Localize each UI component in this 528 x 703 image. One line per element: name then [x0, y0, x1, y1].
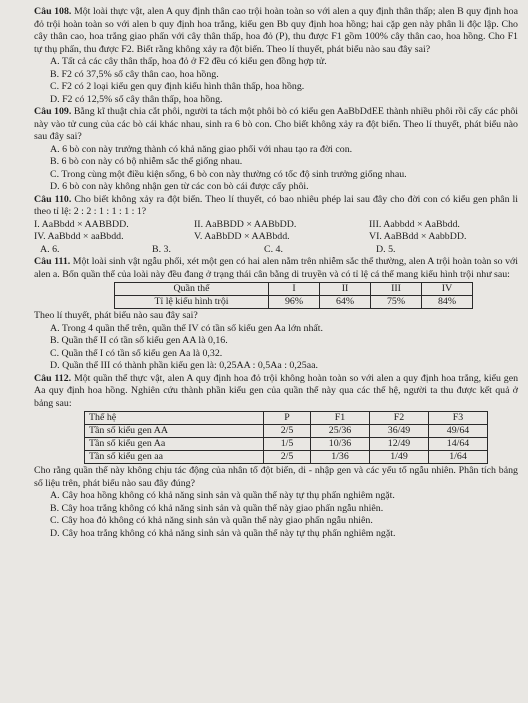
- option-d: D. 5.: [376, 243, 396, 255]
- question-label: Câu 112.: [34, 372, 72, 384]
- option-d: D. 6 bò con này không nhận gen từ các con bò cái được cấy phôi.: [50, 181, 309, 192]
- option-c: C. F2 có 2 loại kiểu gen quy định kiểu hình thân thấp, hoa hồng.: [50, 81, 305, 92]
- question-label: Câu 109.: [34, 106, 72, 117]
- question-109: [34, 106, 518, 144]
- option-a: A. Cây hoa hồng không có khả năng sinh sản và quần thể này tự thụ phấn nghiêm ngặt.: [50, 490, 395, 501]
- option-a: A. 6 bò con này trưởng thành có khả năng giao phối với nhau tạo ra đời con.: [50, 143, 353, 155]
- table-cell: Tỉ lệ kiểu hình trội: [115, 296, 269, 309]
- cross-item: VI. AaBBdd × AabbDD.: [369, 231, 467, 242]
- option-a: A. Tất cả các cây thân thấp, hoa đỏ ở F2 đều có kiểu gen đồng hợp tử.: [50, 56, 327, 67]
- option-b: B. F2 có 37,5% số cây thân cao, hoa hồng.: [50, 68, 219, 80]
- table-cell: 64%: [320, 296, 371, 309]
- cross-item: II. AaBBDD × AABbDD.: [194, 218, 297, 230]
- question-108: [34, 6, 518, 56]
- question-110: [34, 194, 518, 219]
- table-cell: 75%: [371, 296, 422, 309]
- option-c: C. Trong cùng một điều kiện sống, 6 bò con này thường có tốc độ sinh trưởng giống nhau.: [50, 168, 407, 180]
- table-cell: 2/5: [264, 451, 311, 464]
- table-cell: Tần số kiểu gen Aa: [85, 438, 264, 451]
- table-cell: 84%: [422, 296, 473, 309]
- table-row: [115, 296, 473, 309]
- option-d: D. Quần thể III có thành phần kiểu gen là: 0,25AA : 0,5Aa : 0,25aa.: [50, 360, 318, 371]
- table-cell: IV: [422, 283, 473, 296]
- table-cell: F2: [370, 412, 429, 425]
- table-cell: F3: [429, 412, 488, 425]
- crosses-row-2: [34, 231, 518, 244]
- cross-item: V. AaBbDD × AABbdd.: [194, 231, 290, 242]
- genotype-table: [84, 411, 488, 464]
- question-stem: Cho biết không xảy ra đột biến. Theo lí thuyết, có bao nhiêu phép lai sau đây cho đời con có kiểu gen phân li theo tỉ lệ: 2 : 2 : 1 : 1 : 1 : 1?: [34, 193, 518, 217]
- option-a: A. 6.: [40, 243, 60, 255]
- table-cell: 96%: [269, 296, 320, 309]
- question-label: Câu 111.: [34, 256, 71, 267]
- option-b: B. Quần thể II có tần số kiểu gen AA là 0,16.: [50, 335, 228, 346]
- option-a: A. Trong 4 quần thể trên, quần thể IV có tần số kiểu gen Aa lớn nhất.: [50, 322, 323, 334]
- table-cell: 2/5: [264, 425, 311, 438]
- option-b: B. 3.: [152, 243, 171, 255]
- table-cell: 25/36: [311, 425, 370, 438]
- population-table: [114, 282, 473, 309]
- table-cell: 36/49: [370, 425, 429, 438]
- table-cell: 1/36: [311, 451, 370, 464]
- option-c: C. Quần thể I có tần số kiểu gen Aa là 0,32.: [50, 347, 223, 359]
- crosses-row-1: [34, 219, 518, 232]
- table-header-row: [85, 412, 488, 425]
- table-cell: III: [371, 283, 422, 296]
- table-cell: Quần thể: [115, 283, 269, 296]
- question-prompt: Theo lí thuyết, phát biểu nào sau đây sai?: [34, 310, 198, 321]
- table-cell: II: [320, 283, 371, 296]
- table-cell: 14/64: [429, 438, 488, 451]
- answer-options: [34, 244, 518, 257]
- table-cell: 10/36: [311, 438, 370, 451]
- table-cell: F1: [311, 412, 370, 425]
- question-label: Câu 108.: [34, 6, 72, 17]
- option-d: D. F2 có 12,5% số cây thân thấp, hoa hồng.: [50, 93, 223, 105]
- cross-item: IV. AaBbdd × aaBbdd.: [34, 231, 124, 242]
- table-cell: 1/64: [429, 451, 488, 464]
- table-cell: I: [269, 283, 320, 296]
- option-d: D. Cây hoa trắng không có khả năng sinh sản và quần thể này tự thụ phấn nghiêm ngặt.: [50, 527, 396, 539]
- table-cell: 1/5: [264, 438, 311, 451]
- question-stem: Một loài thực vật, alen A quy định thân cao trội hoàn toàn so với alen a quy định thân thấp; alen B quy định hoa đỏ trội hoàn toàn so với alen b quy định hoa trắng, kiểu gen Bb quy định hoa hồng; hai cặp gen này phân li độc lập. Cho cây thân cao, hoa trắng giao phấn với cây thân thấp, hoa đỏ (P), thu được F1 gồm 100% cây thân cao, hoa hồng. Cho F1 tự thụ phấn, thu được F2. Biết rằng không xảy ra đột biến. Theo lí thuyết, phát biểu nào sau đây sai?: [34, 6, 518, 55]
- question-111: [34, 256, 518, 281]
- question-stem: Một quần thể thực vật, alen A quy định hoa đỏ trội không hoàn toàn so với alen a quy định hoa trắng, kiểu gen Aa quy định hoa hồng. Nghiên cứu thành phần kiểu gen của quần thể này qua các thế hệ, người ta thu được kết quả ở bảng sau:: [34, 372, 519, 409]
- option-b: B. 6 bò con này có bộ nhiễm sắc thể giống nhau.: [50, 156, 243, 167]
- table-header-row: [115, 283, 473, 296]
- question-stem: Một loài sinh vật ngẫu phối, xét một gen có hai alen nằm trên nhiễm sắc thể thường, alen A trội hoàn toàn so với alen a. Bốn quần thể của loài này đều đang ở trạng thái cân bằng di truyền và có tỉ lệ cá thể mang kiểu hình trội như sau:: [34, 256, 518, 280]
- cross-item: III. Aabbdd × AaBbdd.: [369, 218, 460, 230]
- table-cell: P: [264, 412, 311, 425]
- table-cell: Tần số kiểu gen aa: [85, 451, 264, 464]
- table-cell: 49/64: [429, 425, 488, 438]
- table-cell: 12/49: [370, 438, 429, 451]
- option-c: C. 4.: [264, 243, 283, 255]
- table-row: [85, 425, 488, 438]
- table-row: [85, 451, 488, 464]
- question-stem: Bằng kĩ thuật chia cắt phôi, người ta tách một phôi bò có kiểu gen AaBbDdEE thành nhiều phôi rồi cấy các phôi này vào tử cung của các bò cái khác nhau, sinh ra 6 bò con. Cho biết không xảy ra đột biến. Theo lí thuyết, phát biểu nào sau đây sai?: [34, 106, 519, 142]
- option-c: C. Cây hoa đỏ không có khả năng sinh sản và quần thể này giao phấn ngẫu nhiên.: [50, 515, 373, 526]
- question-112: [34, 373, 518, 411]
- option-b: B. Cây hoa trắng không có khả năng sinh sản và quần thể này giao phấn ngẫu nhiên.: [50, 502, 384, 514]
- question-label: Câu 110.: [34, 193, 72, 205]
- question-prompt: Cho rằng quần thể này không chịu tác động của nhân tố đột biến, di - nhập gen và các yếu tố ngẫu nhiên. Phân tích bảng số liệu trên, phát biểu nào sau đây đúng?: [34, 465, 518, 489]
- table-row: [85, 438, 488, 451]
- table-cell: 1/49: [370, 451, 429, 464]
- table-cell: Tần số kiểu gen AA: [85, 425, 264, 438]
- cross-item: I. AaBbdd × AABBDD.: [34, 218, 129, 230]
- table-cell: Thế hệ: [85, 412, 264, 425]
